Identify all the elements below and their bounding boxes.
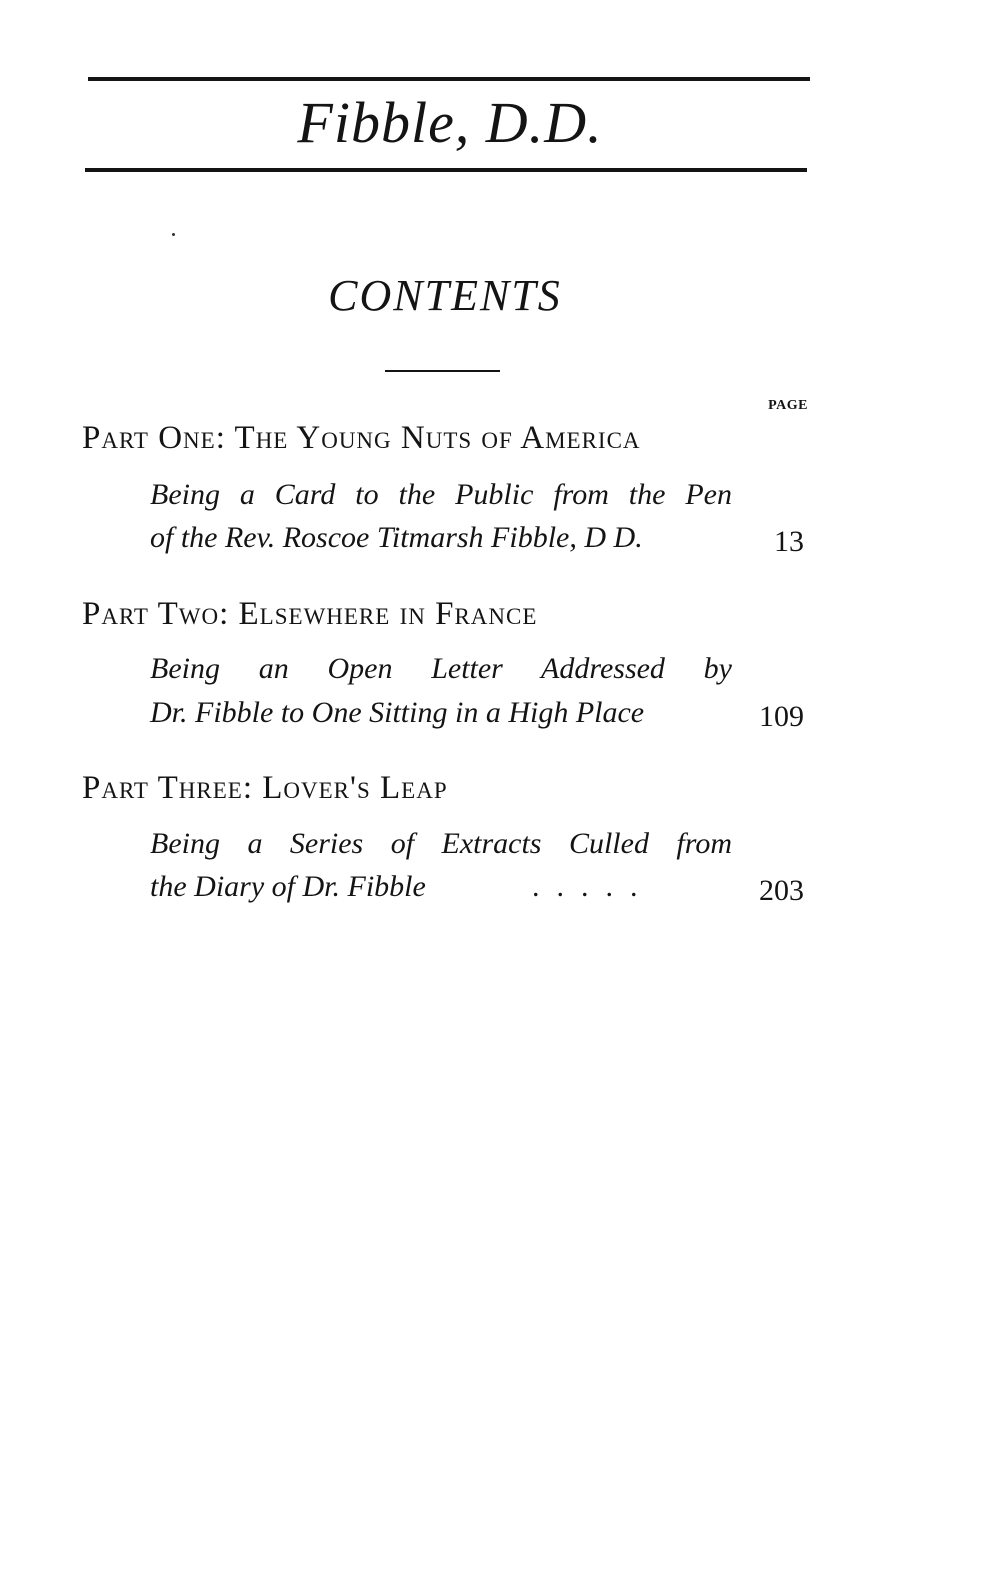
part-heading: Part One: The Young Nuts of America bbox=[82, 420, 641, 456]
page-column-label: PAGE bbox=[768, 398, 808, 413]
part-heading: Part Two: Elsewhere in France bbox=[82, 596, 538, 632]
top-rule bbox=[88, 77, 810, 81]
part-description-line: Being a Series of Extracts Culled from bbox=[150, 827, 732, 860]
contents-divider bbox=[385, 370, 500, 372]
book-title: Fibble, D.D. bbox=[297, 90, 603, 155]
page-number: 13 bbox=[774, 525, 804, 558]
part-heading: Part Three: Lover's Leap bbox=[82, 770, 448, 806]
part-description-line: the Diary of Dr. Fibble bbox=[150, 870, 426, 903]
page-number: 109 bbox=[759, 700, 804, 733]
part-description-line: Being a Card to the Public from the Pen bbox=[150, 478, 732, 511]
part-description-line: Being an Open Letter Addressed by bbox=[150, 652, 732, 685]
page-number: 203 bbox=[759, 874, 804, 907]
title-bottom-rule bbox=[85, 168, 807, 172]
part-description-line: of the Rev. Roscoe Titmarsh Fibble, D D. bbox=[150, 521, 643, 554]
part-description-line: Dr. Fibble to One Sitting in a High Place bbox=[150, 696, 645, 729]
dot-leaders: ..... bbox=[532, 870, 655, 903]
contents-heading: CONTENTS bbox=[328, 271, 562, 320]
print-speck bbox=[172, 233, 175, 236]
